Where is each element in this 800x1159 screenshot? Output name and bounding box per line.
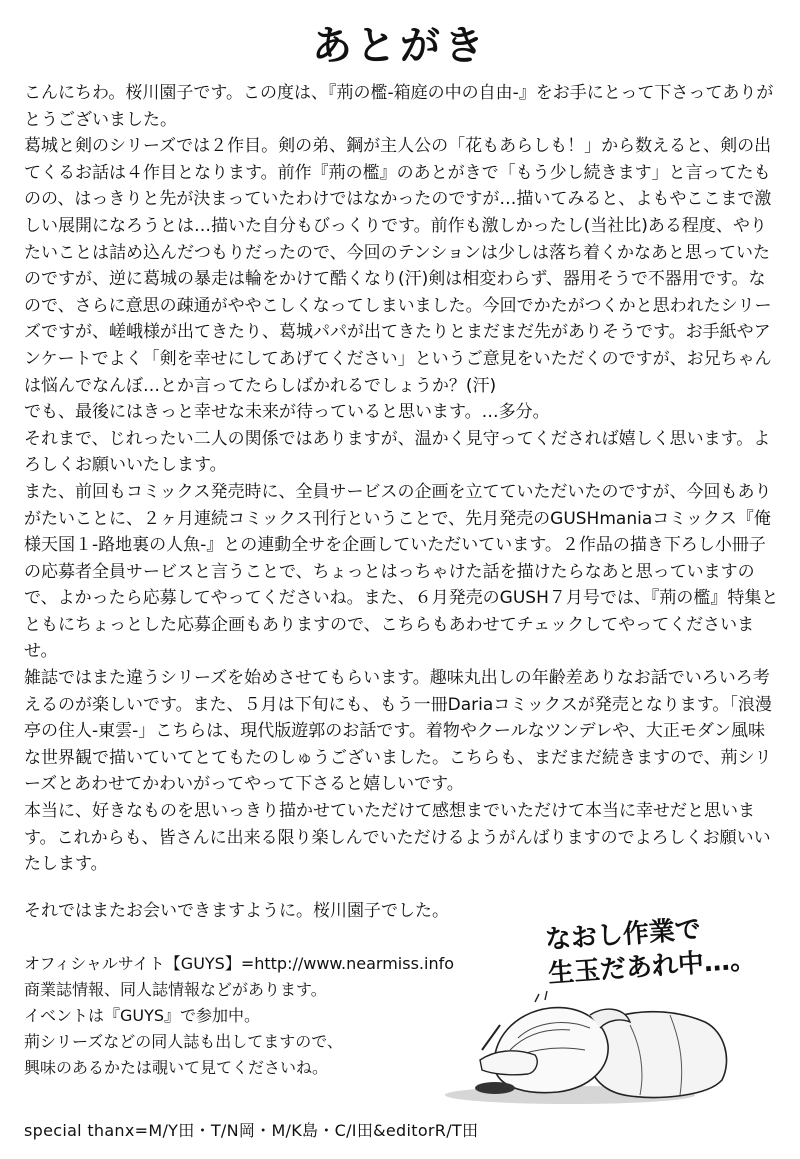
site-info-line: 商業誌情報、同人誌情報などがあります。 xyxy=(24,980,327,999)
afterword-body xyxy=(24,80,780,878)
page-title: あとがき xyxy=(312,23,488,69)
site-info-line: 荊シリーズなどの同人誌も出してますので、 xyxy=(24,1032,343,1051)
paragraph-greeting: こんにちわ。桜川園子です。この度は、『荊の檻-箱庭の中の自由-』をお手にとって下さってありがとうございました。 xyxy=(24,83,774,130)
illustration-note-line-1: なおし作業で xyxy=(544,914,702,956)
paragraph-future: でも、最後にはきっと幸せな未来が待っていると思います。…多分。 xyxy=(24,402,550,423)
sleeping-author-illustration xyxy=(440,910,740,1115)
site-info-line: 興味のあるかたは覗いて見てくださいね。 xyxy=(24,1058,329,1077)
paragraph-gratitude: 本当に、好きなものを思いっきり描かせていただけて感想までいただけて本当に幸せだと思います。これからも、皆さんに出来る限り楽しんでいただけるようがんばりますのでよろしくお願いいたします。 xyxy=(24,801,771,875)
special-thanks: special thanx=M/Y田・T/N岡・M/K島・C/I田&editorR/T田 xyxy=(24,1121,479,1140)
site-info-line: オフィシャルサイト【GUYS】=http://www.nearmiss.info xyxy=(24,954,455,973)
closing-line: それではまたお会いできますように。桜川園子でした。 xyxy=(24,901,449,921)
illustration-note-line-2: 生玉だあれ中…。 xyxy=(547,944,757,990)
site-info xyxy=(24,951,504,1081)
site-info-line: イベントは『GUYS』で参加中。 xyxy=(24,1006,261,1025)
paragraph-thanks-readers: それまで、じれったい二人の関係ではありますが、温かく見守ってくだされば嬉しく思います。よろしくお願いいたします。 xyxy=(24,428,771,476)
paragraph-series: 葛城と剣のシリーズでは２作目。剣の弟、鋼が主人公の「花もあらしも！」から数えると、剣の出てくるお話は４作目となります。前作『荊の檻』のあとがきで「もう少し続きます」と言ってたものの、はっきりと先が決まっていたわけではなかったのですが…描いてみると、よもやここまで激しい展開になろうとは…描いた自分もびっくりです。前作も激しかったし(当社比)ある程度、やりたいことは詰め込んだつもりだったので、今回のテンションは少しは落ち着くかなあと思っていたのですが、逆に葛城の暴走は輪をかけて酷くなり(汗)剣は相変わらず、器用そうで不器用です。なので、さらに意思の疎通がややこしくなってしまいました。今回でかたがつくかと思われたシリーズですが、嵯峨様が出てきたり、葛城パパが出てきたりとまだまだ先がありそうです。お手紙やアンケートでよく「剣を幸せにしてあげてください」というご意見をいただくのですが、お兄ちゃんは悩んでなんぼ…とか言ってたらしばかれるでしょうか？(汗) xyxy=(24,136,772,396)
paragraph-campaign: また、前回もコミックス発売時に、全員サービスの企画を立てていただいたのですが、今回もありがたいことに、２ヶ月連続コミックス刊行ということで、先月発売のGUSHmaniaコミックス『俺様天国１-路地裏の人魚-』との連動全サを企画していただいています。２作品の描き下ろし小冊子の応募者全員サービスと言うことで、ちょっとはっちゃけた話を描けたらなあと思っていますので、よかったら応募してやってくださいね。また、６月発売のGUSH７月号では、『荊の檻』特集とともにちょっとした応募企画もありますので、こちらもあわせてチェックしてやってくださいませ。 xyxy=(24,481,779,662)
paragraph-new-series: 雑誌ではまた違うシリーズを始めさせてもらいます。趣味丸出しの年齢差ありなお話でいろいろ考えるのが楽しいです。また、５月は下旬にも、もう一冊Dariaコミックスが発売となります。「浪漫亭の住人-東雲-」こちらは、現代版遊郭のお話です。着物やクールなツンデレや、大正モダン風味な世界観で描いていてとてもたのしゅうございました。こちらも、まだまだ続きますので、荊シリーズとあわせてかわいがってやって下さると嬉しいです。 xyxy=(24,668,772,795)
